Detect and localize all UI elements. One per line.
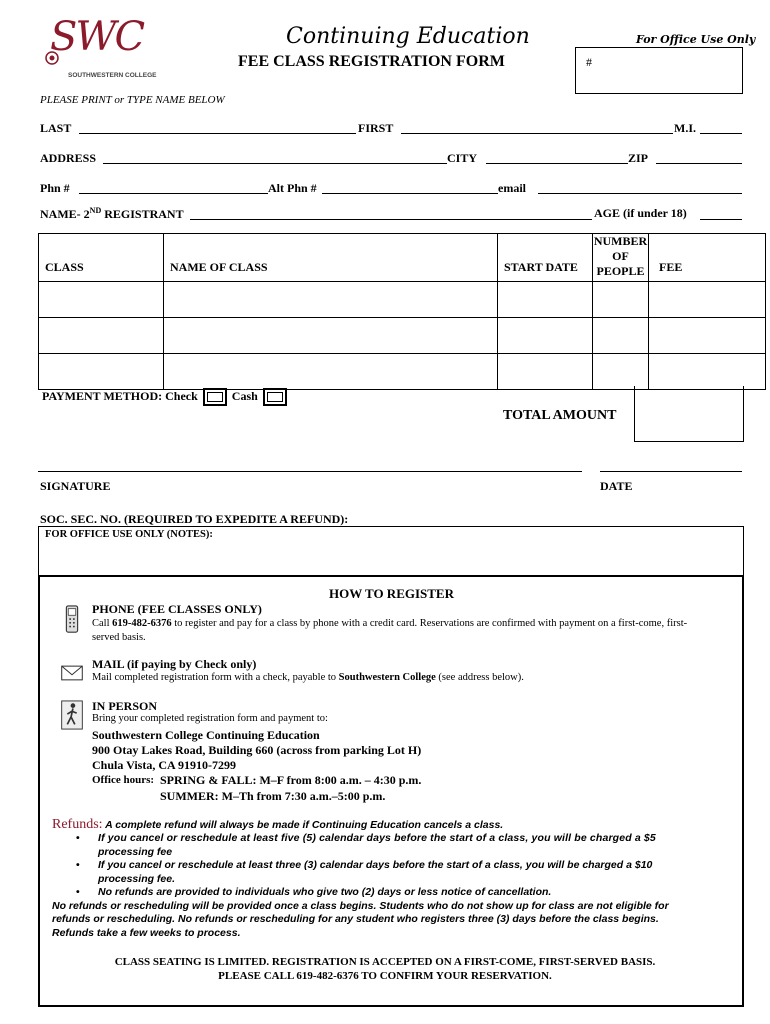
- people-cell[interactable]: [593, 282, 649, 318]
- header-class: [39, 234, 164, 282]
- city-label: CITY: [447, 151, 478, 165]
- class-name-cell[interactable]: [164, 354, 498, 390]
- logo-mark-text: SWC: [50, 14, 144, 60]
- form-title: Continuing Education: [286, 24, 530, 49]
- start-date-cell[interactable]: [498, 318, 593, 354]
- table-header-row: [39, 234, 766, 282]
- in-person-title: IN PERSON: [92, 699, 158, 713]
- ssn-label: SOC. SEC. NO. (REQUIRED TO EXPEDITE A REFUND):: [40, 512, 349, 526]
- table-row: [39, 282, 766, 318]
- total-amount-box[interactable]: [634, 386, 744, 442]
- second-registrant-field[interactable]: [190, 219, 592, 220]
- header-people: [593, 234, 649, 282]
- refund-bullet-1-line1: If you cancel or reschedule at least five (5) calendar days before the start of a class, you will be charged a $5: [98, 832, 656, 844]
- office-notes-label: FOR OFFICE USE ONLY (NOTES):: [45, 529, 213, 540]
- col-start-label: START DATE: [504, 260, 578, 274]
- second-registrant-label: [40, 206, 184, 222]
- people-cell[interactable]: [593, 354, 649, 390]
- zip-label: ZIP: [628, 151, 649, 165]
- print-instruction: PLEASE PRINT or TYPE NAME BELOW: [40, 94, 225, 106]
- class-cell[interactable]: [39, 318, 164, 354]
- payment-cash-label: Cash: [231, 388, 258, 403]
- check-checkbox[interactable]: [203, 388, 227, 406]
- bullet-dot: •: [76, 859, 80, 871]
- address-label: ADDRESS: [40, 151, 97, 165]
- alt-phone-field[interactable]: [322, 193, 498, 194]
- logo-subtitle: SOUTHWESTERN COLLEGE: [68, 72, 157, 79]
- phone-text-1: to register and pay for a class by phone with a credit card. Reservations are confirmed with payment on a first-come, first-: [171, 618, 688, 629]
- bullet-dot: •: [76, 886, 80, 898]
- refunds-intro-line: [52, 815, 734, 833]
- address-line-3: Chula Vista, CA 91910-7299: [92, 758, 237, 772]
- table-row: [39, 318, 766, 354]
- people-cell[interactable]: [593, 318, 649, 354]
- office-hours-label: Office hours:: [92, 774, 155, 786]
- in-person-text: Bring your completed registration form and payment to:: [92, 713, 328, 724]
- city-field[interactable]: [486, 163, 628, 164]
- col-people-l2: OF: [612, 249, 629, 263]
- class-cell[interactable]: [39, 354, 164, 390]
- footer-line-2: PLEASE CALL 619-482-6376 TO CONFIRM YOUR RESERVATION.: [218, 970, 552, 982]
- phone-number: 619-482-6376: [112, 618, 172, 629]
- alt-phone-label: Alt Phn #: [268, 181, 317, 195]
- header-start-date: [498, 234, 593, 282]
- payment-method-label: [42, 388, 287, 406]
- refunds-section: [52, 815, 734, 833]
- office-use-hash: #: [586, 55, 592, 69]
- phone-label: Phn #: [40, 181, 70, 195]
- start-date-cell[interactable]: [498, 282, 593, 318]
- refunds-label: Refunds:: [52, 817, 103, 832]
- refund-bullet-2-line2: processing fee.: [98, 872, 176, 885]
- first-name-field[interactable]: [401, 133, 673, 134]
- last-name-field[interactable]: [79, 133, 356, 134]
- refund-bullet-1: [52, 832, 742, 859]
- last-label: LAST: [40, 121, 72, 135]
- bullet-dot: •: [76, 832, 80, 844]
- refunds-intro: A complete refund will always be made if Continuing Education cancels a class.: [102, 819, 504, 831]
- college-logo: [42, 14, 162, 84]
- refund-bullet-3: [52, 886, 742, 900]
- refund-bullet-1-line2: processing fee: [98, 845, 173, 858]
- mail-text-2: (see address below).: [435, 672, 524, 683]
- walking-person-icon: [60, 700, 84, 730]
- form-subtitle: FEE CLASS REGISTRATION FORM: [238, 53, 505, 70]
- address-line-2: 900 Otay Lakes Road, Building 660 (across from parking Lot H): [92, 743, 422, 757]
- refund-policy-line3: Refunds take a few weeks to process.: [52, 926, 241, 939]
- phone-text-line2: served basis.: [92, 632, 146, 643]
- total-amount-label: TOTAL AMOUNT: [503, 408, 617, 423]
- refund-bullet-2-line1: If you cancel or reschedule at least three (3) calendar days before the start of a class, you will be charged a $10: [98, 859, 653, 871]
- zip-field[interactable]: [656, 163, 742, 164]
- class-table: [38, 233, 766, 390]
- col-people-l1: NUMBER: [593, 234, 648, 248]
- age-field[interactable]: [700, 219, 742, 220]
- office-notes-box[interactable]: [38, 526, 744, 576]
- refunds-bullets: [52, 832, 742, 940]
- header-class-name: [164, 234, 498, 282]
- cash-checkbox[interactable]: [263, 388, 287, 406]
- office-use-box[interactable]: [575, 47, 743, 94]
- col-people-l3: PEOPLE: [596, 264, 645, 278]
- date-label: DATE: [600, 479, 633, 493]
- mail-college: Southwestern College: [338, 672, 436, 683]
- refund-policy-line1: No refunds or rescheduling will be provided once a class begins. Students who do not show up for class are not eligible for: [52, 899, 669, 912]
- mail-text-1: Mail completed registration form with a check, payable to: [92, 672, 339, 683]
- first-label: FIRST: [358, 121, 394, 135]
- phone-field[interactable]: [79, 193, 268, 194]
- phone-title: PHONE (FEE CLASSES ONLY): [92, 602, 262, 616]
- mi-label: M.I.: [674, 121, 696, 135]
- mail-icon: [60, 658, 84, 688]
- table-row: [39, 354, 766, 390]
- refund-policy-line2: refunds or rescheduling. No refunds or rescheduling for any student who registers three (3) days before the class begins.: [52, 913, 659, 925]
- refund-bullet-3-line1: No refunds are provided to individuals who give two (2) days or less notice of cancellation.: [98, 886, 552, 898]
- second-registrant-sup: ND: [89, 206, 102, 215]
- mail-title: MAIL (if paying by Check only): [92, 657, 257, 671]
- mail-text: [92, 672, 524, 683]
- office-hours-summer: SUMMER: M–Th from 7:30 a.m.–5:00 p.m.: [160, 789, 386, 803]
- address-field[interactable]: [103, 163, 447, 164]
- start-date-cell[interactable]: [498, 354, 593, 390]
- class-name-cell[interactable]: [164, 282, 498, 318]
- phone-text: [92, 617, 742, 645]
- class-cell[interactable]: [39, 282, 164, 318]
- phone-text-line1: [92, 617, 742, 631]
- office-use-label: For Office Use Only: [636, 33, 756, 46]
- how-to-register-heading: HOW TO REGISTER: [329, 586, 454, 601]
- address-line-1: Southwestern College Continuing Education: [92, 728, 320, 742]
- second-registrant-suffix: REGISTRANT: [101, 207, 184, 221]
- header-fee: [649, 234, 766, 282]
- class-name-cell[interactable]: [164, 318, 498, 354]
- col-name-label: NAME OF CLASS: [170, 260, 268, 274]
- fee-cell[interactable]: [649, 318, 766, 354]
- phone-call-text: Call: [92, 618, 113, 629]
- footer-line-1: CLASS SEATING IS LIMITED. REGISTRATION IS ACCEPTED ON A FIRST-COME, FIRST-SERVED BASIS.: [114, 956, 656, 968]
- signature-field[interactable]: [38, 471, 582, 472]
- fee-cell[interactable]: [649, 282, 766, 318]
- col-fee-label: FEE: [659, 260, 683, 274]
- signature-label: SIGNATURE: [40, 479, 111, 493]
- payment-check-label: PAYMENT METHOD: Check: [42, 388, 198, 403]
- refund-bullet-2: [52, 859, 742, 886]
- email-field[interactable]: [538, 193, 742, 194]
- age-label: AGE (if under 18): [594, 206, 687, 220]
- mi-field[interactable]: [700, 133, 742, 134]
- date-field[interactable]: [600, 471, 742, 472]
- office-hours-spring-fall: SPRING & FALL: M–F from 8:00 a.m. – 4:30 p.m.: [160, 773, 422, 787]
- fee-cell[interactable]: [649, 354, 766, 390]
- email-label: email: [498, 181, 526, 195]
- col-class-label: CLASS: [45, 260, 84, 274]
- phone-icon: [60, 604, 84, 634]
- second-registrant-prefix: NAME- 2: [40, 207, 90, 221]
